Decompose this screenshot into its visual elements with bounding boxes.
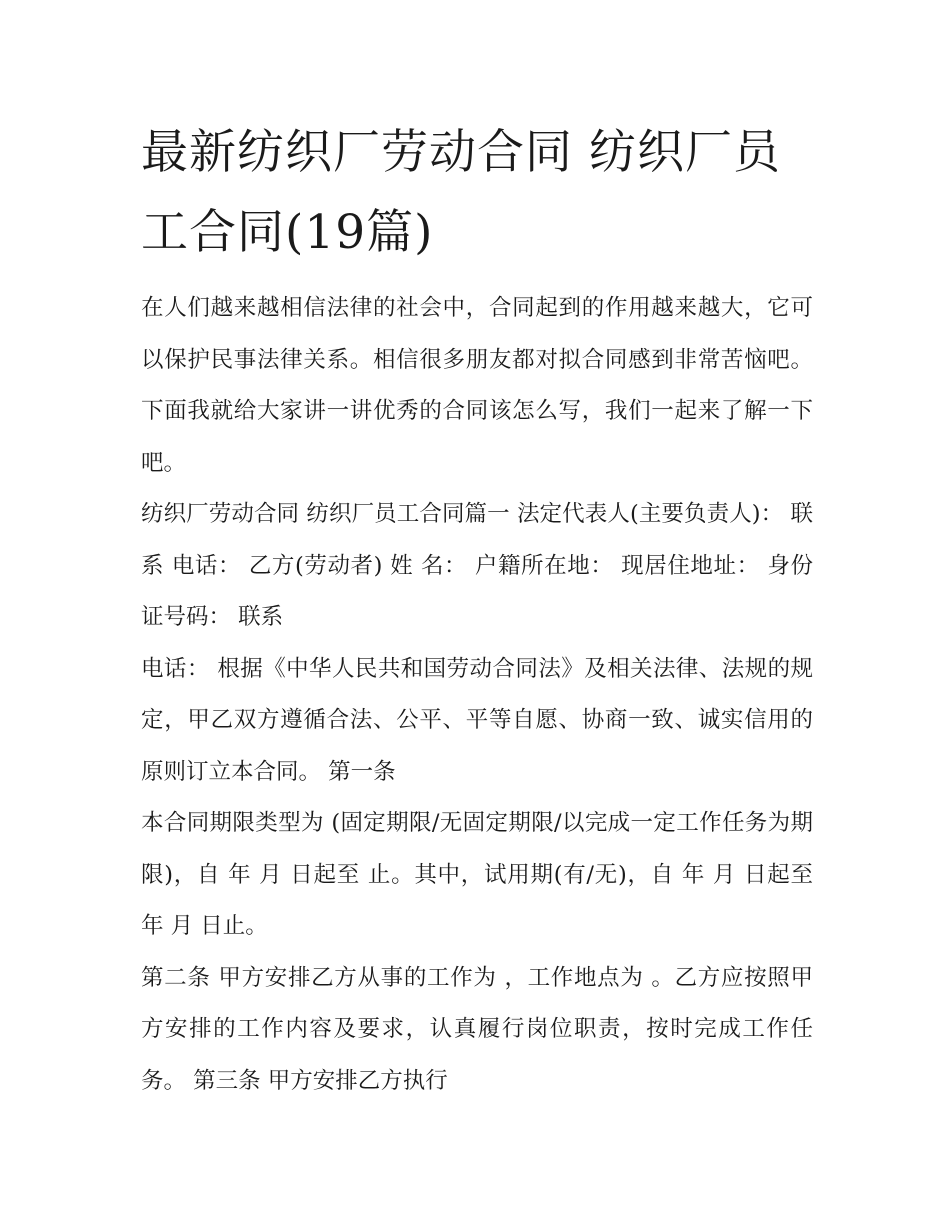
document-title: 最新纺织厂劳动合同 纺织厂员工合同(19篇) [141,125,781,260]
paragraph-parties: 纺织厂劳动合同 纺织厂员工合同篇一 法定代表人(主要负责人)： 联系 电话： 乙方(劳动者) 姓 名： 户籍所在地： 现居住地址： 身份证号码： 联系 [141,501,813,630]
paragraph-work: 第二条 甲方安排乙方从事的工作为 ，工作地点为 。乙方应按照甲方安排的工作内容及要求，认真履行岗位职责，按时完成工作任务。 第三条 甲方安排乙方执行 [141,964,813,1094]
document-page [141,113,813,1107]
paragraph-intro: 在人们越来越相信法律的社会中，合同起到的作用越来越大，它可以保护民事法律关系。相信很多朋友都对拟合同感到非常苦恼吧。下面我就给大家讲一讲优秀的合同该怎么写，我们一起来了解一下吧。 [141,295,813,476]
paragraph-basis: 电话： 根据《中华人民共和国劳动合同法》及相关法律、法规的规定，甲乙双方遵循合法、公平、平等自愿、协商一致、诚实信用的原则订立本合同。 第一条 [141,655,813,785]
paragraph-term: 本合同期限类型为 (固定期限/无固定期限/以完成一定工作任务为期限)，自 年 月 日起至 止。其中，试用期(有/无)，自 年 月 日起至 年 月 日止。 [141,810,813,939]
